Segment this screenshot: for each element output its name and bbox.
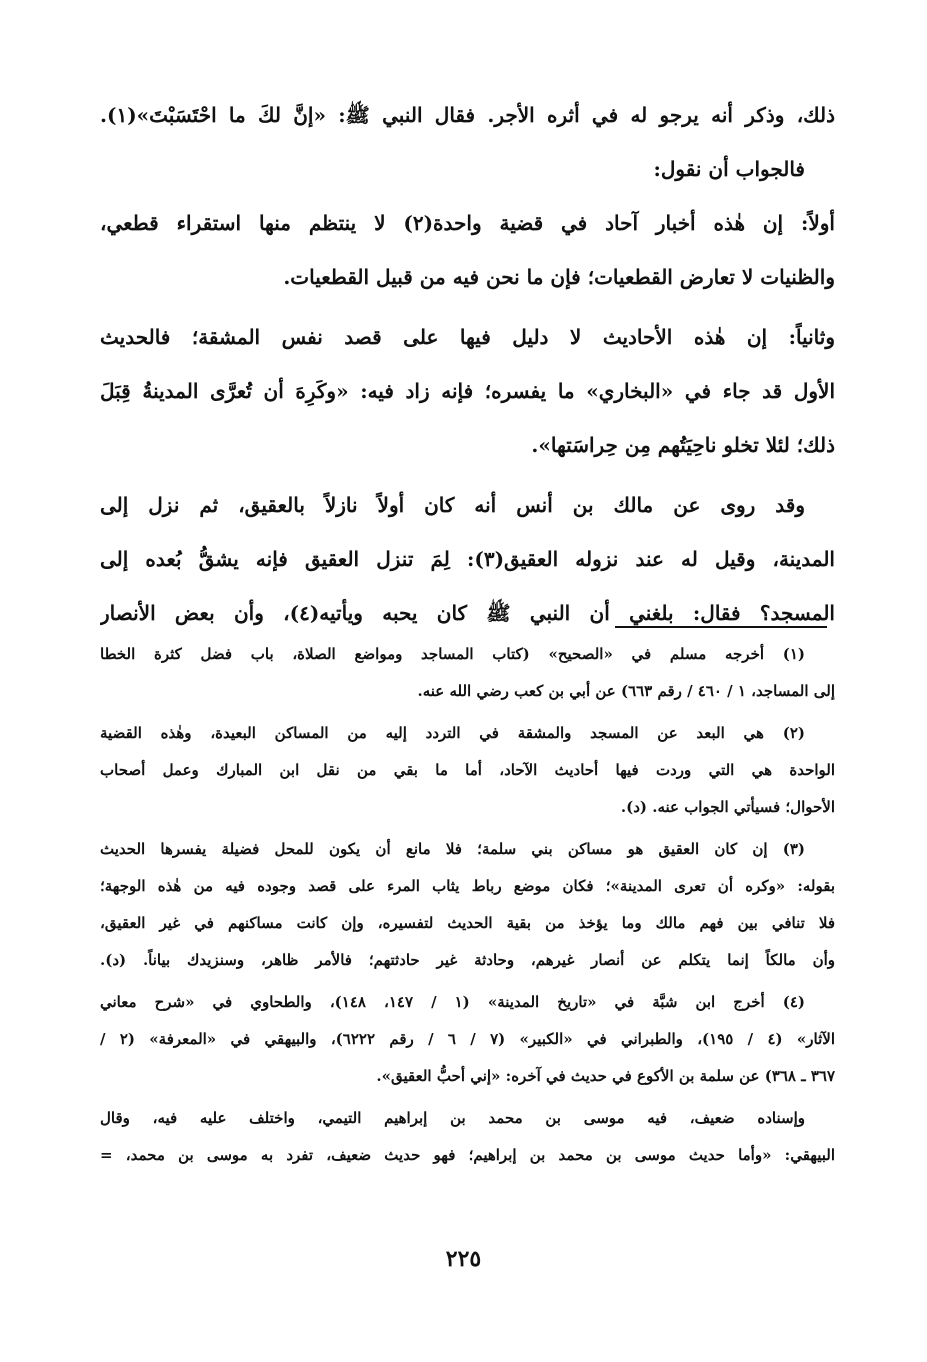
footnote-line: (٣) إن كان العقيق هو مساكن بني سلمة؛ فلا مانع أن يكون للمحل فضيلة يفسرها الحديث — [100, 840, 805, 858]
main-line: أولاً: إن هٰذه أخبار آحاد في قضية واحدة(٢) لا ينتظم منها استقراء قطعي، — [100, 211, 835, 235]
footnote-line: الواحدة هي التي وردت فيها أحاديث الآحاد، أما ما بقي من نقل ابن المبارك وعمل أصحاب — [100, 761, 835, 779]
main-line: ذلك؛ لئلا تخلو ناحِيَتُهم مِن حِراسَتها». — [531, 433, 835, 457]
main-line: وقد روى عن مالك بن أنس أنه كان أولاً نازلاً بالعقيق، ثم نزل إلى — [100, 493, 805, 517]
main-line: وثانياً: إن هٰذه الأحاديث لا دليل فيها على قصد نفس المشقة؛ فالحديث — [100, 325, 835, 349]
main-line: والظنيات لا تعارض القطعيات؛ فإن ما نحن فيه من قبيل القطعيات. — [283, 265, 835, 289]
footnote-line: (٢) هي البعد عن المسجد والمشقة في التردد إليه من المساكن البعيدة، وهٰذه القضية — [100, 724, 805, 742]
main-text — [100, 88, 835, 640]
footnote-line: وإسناده ضعيف، فيه موسى بن محمد بن إبراهيم التيمي، واختلف عليه فيه، وقال — [100, 1109, 805, 1127]
footnote-line: بقوله: «وكره أن تعرى المدينة»؛ فكان موضع رباط يثاب المرء على قصد وجوده فيه من هٰذه الوجهة؛ — [100, 877, 835, 895]
footnote-line: (٤) أخرج ابن شبَّة في «تاريخ المدينة» (١ / ١٤٧، ١٤٨)، والطحاوي في «شرح معاني — [100, 993, 805, 1011]
footnote-line: وأن مالكاً إنما يتكلم عن أنصار غيرهم، وحادثة غير حادثتهم؛ فالأمر ظاهر، وسنزيدك بياناً. (د). — [100, 951, 835, 969]
footnote-line: الآثار» (٤ / ١٩٥)، والطبراني في «الكبير» (٧ / ٦ / رقم ٦٢٢٢)، والبيهقي في «المعرفة» (٢ / — [100, 1030, 835, 1048]
main-line: فالجواب أن نقول: — [653, 157, 805, 181]
footnote-separator — [615, 626, 827, 628]
footnote-line: ٣٦٧ ـ ٣٦٨) عن سلمة بن الأكوع في حديث في آخره: «إني أحبُّ العقيق». — [376, 1067, 835, 1085]
footnote-line: البيهقي: «وأما حديث موسى بن محمد بن إبراهيم؛ فهو حديث ضعيف، تفرد به موسى بن محمد، = — [100, 1146, 835, 1164]
main-line: المسجد؟ فقال: بلغني أن النبي ﷺ كان يحبه ويأتيه(٤)، وأن بعض الأنصار — [100, 601, 835, 625]
page-number: ٢٢٥ — [445, 1246, 482, 1272]
main-line: المدينة، وقيل له عند نزوله العقيق(٣): لِمَ تنزل العقيق فإنه يشقُّ بُعده إلى — [100, 547, 835, 571]
footnote-line: (١) أخرجه مسلم في «الصحيح» (كتاب المساجد ومواضع الصلاة، باب فضل كثرة الخطا — [100, 645, 805, 663]
footnotes — [100, 636, 835, 1174]
main-line: ذلك، وذكر أنه يرجو له في أثره الأجر. فقال النبي ﷺ: «إنَّ لكَ ما احْتَسَبْتَ»(١). — [100, 103, 835, 127]
footnote-line: الأحوال؛ فسيأتي الجواب عنه. (د). — [620, 798, 835, 816]
main-line: الأول قد جاء في «البخاري» ما يفسره؛ فإنه زاد فيه: «وكَرِهَ أن تُعرَّى المدينةُ قِبَلَ — [100, 379, 835, 403]
footnote-line: فلا تنافي بين فهم مالك وما يؤخذ من بقية الحديث لتفسيره، وإن كانت مساكنهم في غير العقيق، — [100, 914, 835, 932]
footnote-line: إلى المساجد، ١ / ٤٦٠ / رقم ٦٦٣) عن أبي بن كعب رضي الله عنه. — [417, 682, 835, 700]
